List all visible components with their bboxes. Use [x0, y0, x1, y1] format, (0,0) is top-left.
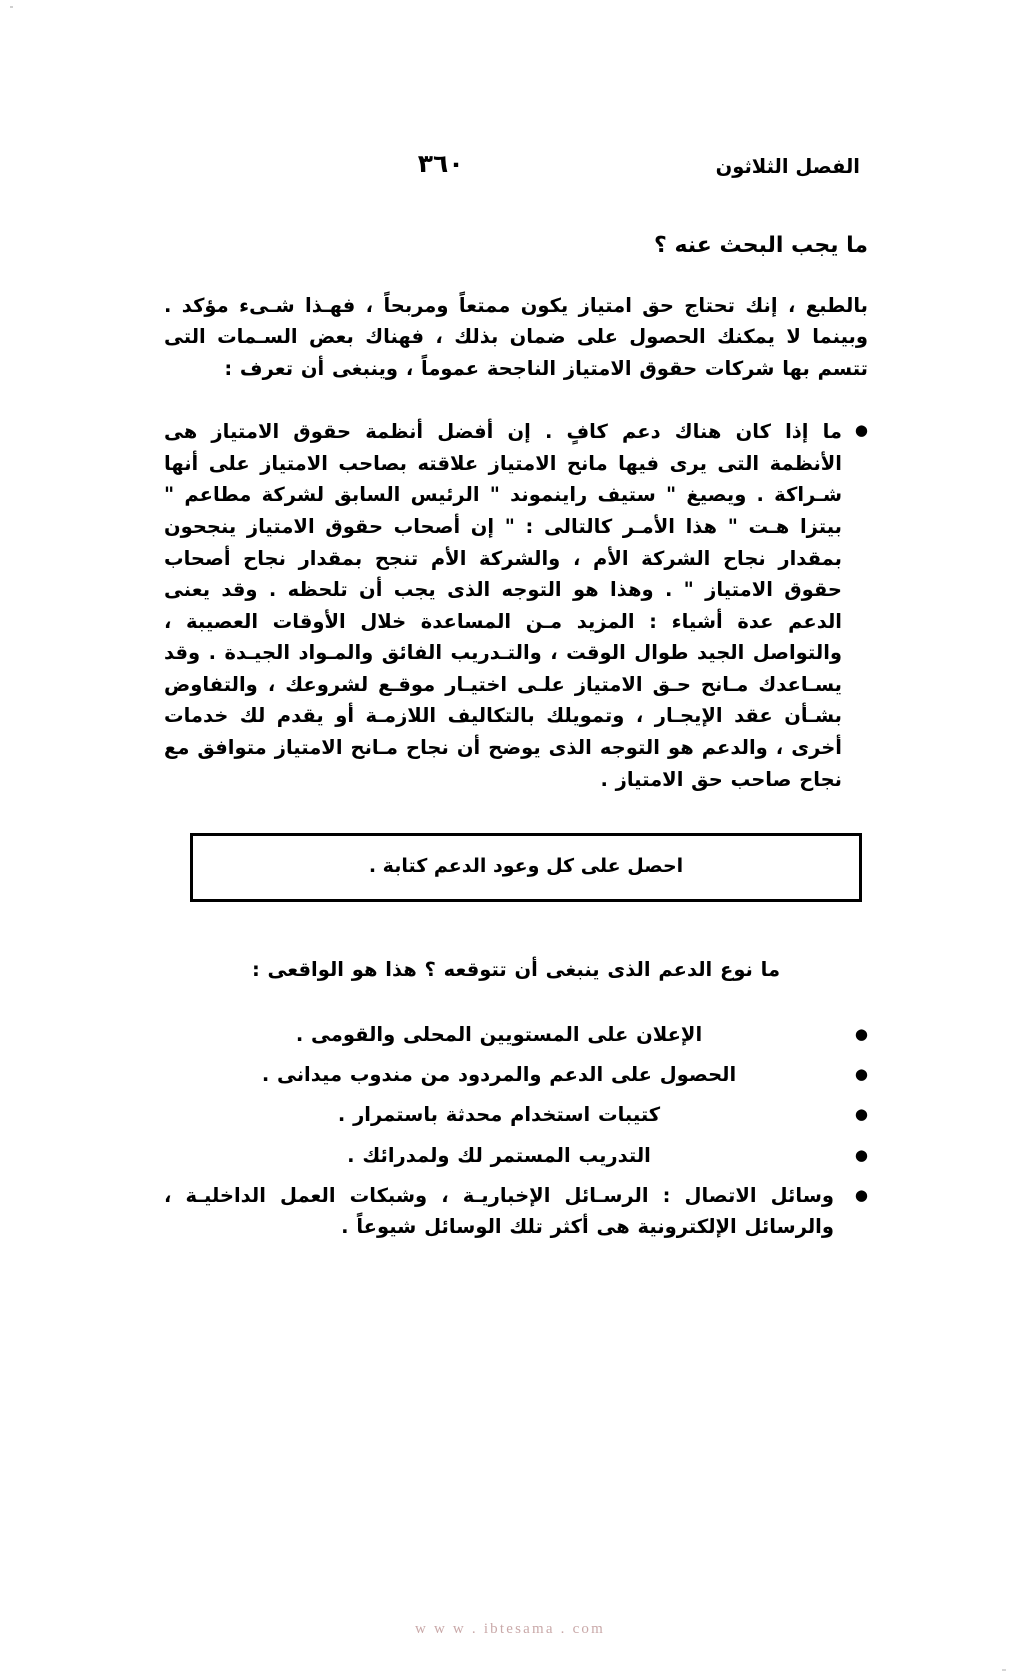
support-list [164, 1019, 868, 1242]
bullet-icon: ● [854, 421, 868, 440]
list-item-label: وسائل الاتصال : الرسـائل الإخباريـة ، وشبكات العمل الداخليـة ، والرسائل الإلكترونية هى أكثر تلك الوسائل شيوعاً . [164, 1183, 834, 1238]
callout-box [190, 833, 862, 902]
bullet-icon: ● [854, 1145, 868, 1164]
running-head [160, 150, 860, 184]
list-item-label: الحصول على الدعم والمردود من مندوب ميدانى . [261, 1063, 737, 1087]
support-point-block [164, 416, 868, 795]
bullet-icon: ● [854, 1025, 868, 1044]
intro-paragraph: بالطبع ، إنك تحتاج حق امتياز يكون ممتعاً ومربحاً ، فهـذا شـىء مؤكد . وبينما لا يمكنك الحصول على ضمان بذلك ، فهناك بعض السـمات التى تتسم بها شركات حقوق الامتياز الناجحة عموماً ، وينبغى أن تعرف : [164, 293, 868, 380]
list-item-label: كتيبات استخدام محدثة باستمرار . [337, 1103, 661, 1127]
list-item [164, 1140, 868, 1171]
list-item-label: التدريب المستمر لك ولمدرائك . [347, 1143, 651, 1167]
list-item [164, 1099, 868, 1130]
support-point-text: ما إذا كان هناك دعم كافٍ . إن أفضل أنظمة حقوق الامتياز هى الأنظمة التى يرى فيها مانح الامتياز علاقته بصاحب الامتياز على أنها شـراكة . ويصيغ " ستيف راينموند " الرئيس السابق لشركة مطاعم " بيتزا هـت " هذا الأمـر كالتالى : " إن أصحاب حقوق الامتياز ينجحون بمقدار نجاح الشركة الأم ، والشركة الأم تنجح بمقدار نجاح أصحاب حقوق الامتياز " . وهذا هو التوجه الذى يجب أن تلحظه . وقد يعنى الدعم عدة أشياء : المزيد مـن المساعدة خلال الأوقات العصيبة ، والتواصل الجيد طوال الوقت ، والتـدريب الفائق والمـواد الجيـدة . وقد يسـاعدك مـانح حـق الامتياز علـى اختيـار موقـع لشروعك ، والتفاوض بشـأن عقد الإيجـار ، وتمويلك بالتكاليف اللازمـة أو يقدم لك خدمات أخرى ، والدعم هو التوجه الذى يوضح أن نجاح مـانح الامتياز متوافق مع نجاح صاحب حق الامتياز . [164, 420, 842, 791]
scan-speckle-bottom-right [1002, 1669, 1006, 1671]
footer-watermark: w w w . ibtesama . com [414, 1621, 606, 1637]
list-item-label: الإعلان على المستويين المحلى والقومى . [295, 1023, 703, 1047]
bullet-icon: ● [854, 1185, 868, 1204]
bullet-icon: ● [854, 1105, 868, 1124]
spacer [164, 384, 868, 416]
list-item [164, 1019, 868, 1050]
list-item [164, 1059, 868, 1090]
section-heading: ما يجب البحث عنه ؟ [654, 233, 868, 258]
chapter-label: الفصل الثلاثون [715, 155, 860, 178]
scan-speckle-top-left [10, 6, 13, 8]
callout-text: احصل على كل وعود الدعم كتابة . [368, 855, 684, 878]
bullet-icon: ● [854, 1065, 868, 1084]
page-number: ٣٦٠ [417, 149, 464, 178]
page-content [164, 232, 868, 1251]
list-item [164, 1180, 868, 1242]
question-line: ما نوع الدعم الذى ينبغى أن تتوقعه ؟ هذا هو الواقعى : [251, 957, 781, 981]
